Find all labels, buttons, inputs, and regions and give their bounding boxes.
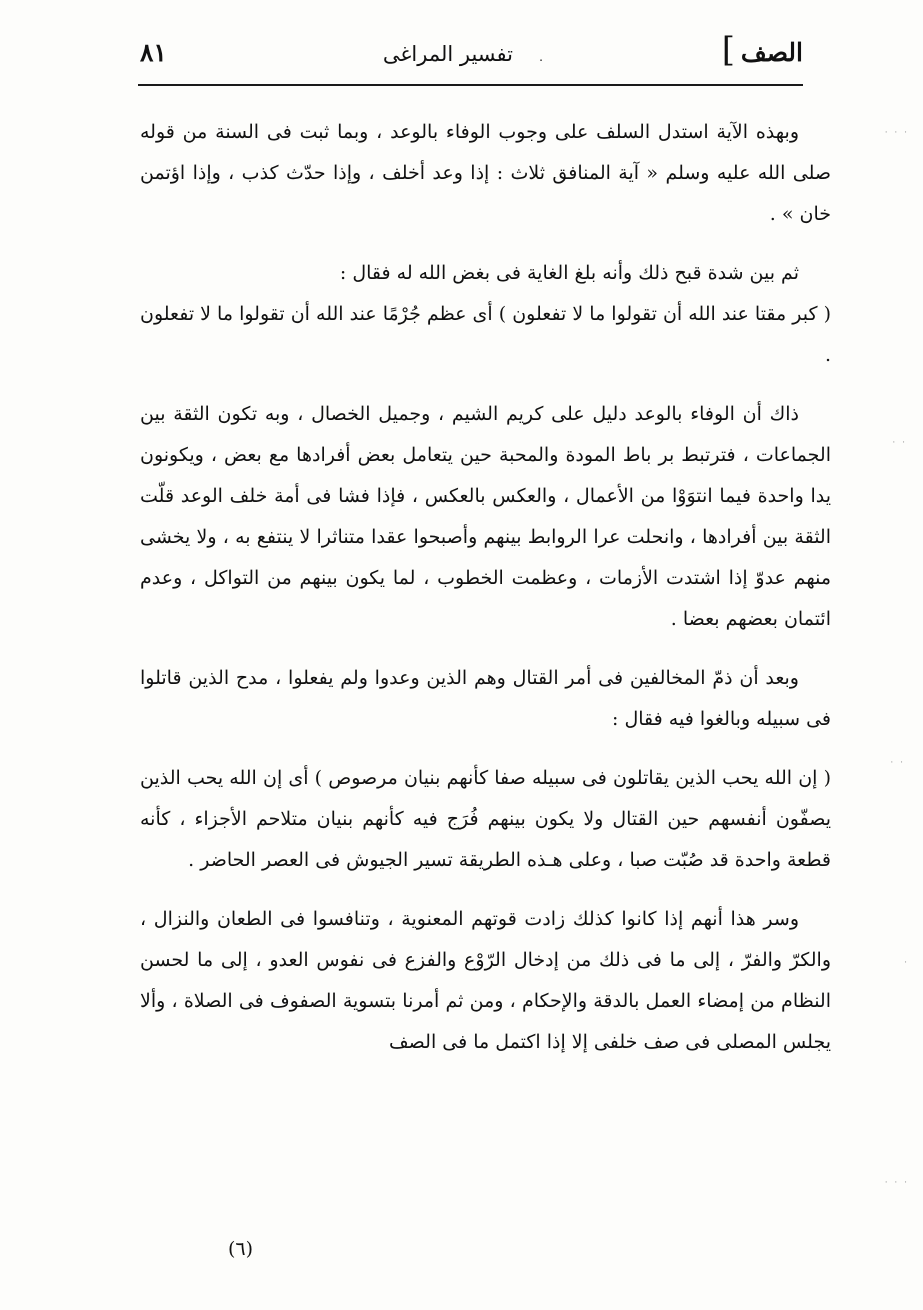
scan-margin-speck: · · · [884,128,909,138]
header-bracket: ] [721,30,735,70]
signature-mark: (٦) [227,1238,253,1260]
header-divider [138,84,803,86]
paragraph-2: ثم بين شدة قبح ذلك وأنه بلغ الغاية فى بغض الله له فقال : [339,262,799,284]
surah-name: الصف [740,38,803,67]
body-text [140,112,831,1063]
scan-margin-speck: · · [890,758,905,768]
paragraph-3-verse: ( كبر مقتا عند الله أن تقولوا ما لا تفعلون ) أى عظم جُرْمًا عند الله أن تقولوا ما لا تفعلون . [140,303,831,366]
paragraph-gap [140,376,831,394]
scan-margin-speck: · · [892,438,907,448]
header-dot: . [539,50,543,64]
paragraph-6-verse: ( إن الله يحب الذين يقاتلون فى سبيله صفا كأنهم بنيان مرصوص ) أى إن الله يحب الذين يصفّون أنفسهم حين القتال ولا يكون بينهم فُرَج فيه كأنهم بنيان متلاحم الأجزاء ، كأنه قطعة واحدة قد صُبّت صبا ، وعلى هـذه الطريقة تسير الجيوش فى العصر الحاضر . [140,767,831,871]
paragraph-5: وبعد أن ذمّ المخالفين فى أمر القتال وهم الذين وعدوا ولم يفعلوا ، مدح الذين قاتلوا فى سبيله وبالغوا فيه فقال : [140,667,831,730]
paragraph-gap [140,740,831,758]
scan-margin-speck: · [904,958,909,968]
paragraph-4: ذاك أن الوفاء بالوعد دليل على كريم الشيم ، وجميل الخصال ، وبه تكون الثقة بين الجماعات ، فترتبط بر باط المودة والمحبة حين يتعامل بعض أفرادها مع بعض ، ويكونون يدا واحدة فيما انتوَوْا من الأعمال ، والعكس بالعكس ، فإذا فشا فى أمة خلف الوعد قلّت الثقة بين أفرادها ، وانحلت عرا الروابط بينهم وأصبحوا عقدا متناثرا لا ينتفع به ، ولا يخشى منهم عدوّ إذا اشتدت الأزمات ، وعظمت الخطوب ، لما يكون بينهم من التواكل ، وعدم ائتمان بعضهم بعضا . [140,403,831,630]
book-title: تفسير المراغى [382,42,513,66]
page-number: ٨١ [140,38,167,67]
paragraph-gap [140,881,831,899]
paragraph-7: وسر هذا أنهم إذا كانوا كذلك زادت قوتهم المعنوية ، وتنافسوا فى الطعان والنزال ، والكرّ والفرّ ، إلى ما فى ذلك من إدخال الرّوْع والفزع فى نفوس العدو ، إلى ما لحسن النظام من إمضاء العمل بالدقة والإحكام ، ومن ثم أمرنا بتسوية الصفوف فى الصلاة ، وألا يجلس المصلى فى صف خلفى إلا إذا اكتمل ما فى الصف [140,908,831,1053]
paragraph-gap [140,640,831,658]
paragraph-1: وبهذه الآية استدل السلف على وجوب الوفاء بالوعد ، وبما ثبت فى السنة من قوله صلى الله عليه وسلم « آية المنافق ثلاث : إذا وعد أخلف ، وإذا حدّث كذب ، وإذا اؤتمن خان » . [140,121,831,225]
paragraph-gap [140,235,831,253]
running-header [140,30,803,78]
scan-margin-speck: · · · [884,1178,909,1188]
